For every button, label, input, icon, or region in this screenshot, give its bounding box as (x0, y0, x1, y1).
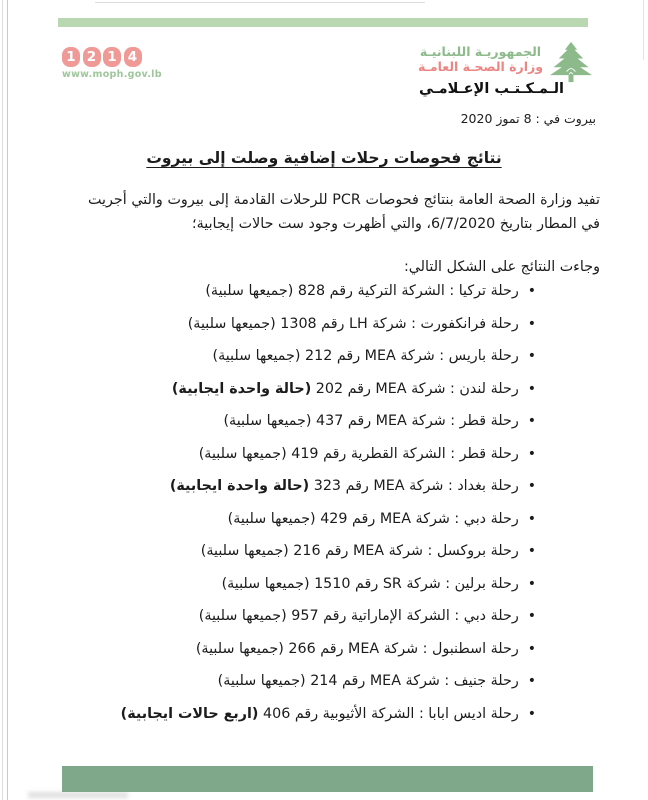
results-lead: وجاءت النتائج على الشكل التالي: (403, 259, 600, 275)
flight-item (121, 674, 536, 689)
flight-result: (جميعها سلبية) (195, 640, 284, 657)
hotline-digit: 1 (103, 47, 121, 67)
page-edge-line (643, 0, 644, 60)
hotline-digit: 1 (62, 47, 80, 67)
flight-text: رحلة اديس ابابا : الشركة الأثيوبية رقم 406 (263, 705, 519, 722)
flight-result: (حالة واحدة ايجابية) (169, 478, 310, 494)
flight-item (121, 414, 536, 429)
flight-item (121, 577, 536, 592)
ministry-logo-text (418, 41, 543, 74)
media-office-label: الـمـكـتـب الإعـلامـي (419, 81, 564, 97)
flight-text: رحلة باريس : شركة MEA رقم 212 (305, 348, 519, 364)
flight-result: (جميعها سلبية) (205, 283, 294, 299)
flight-list (121, 284, 536, 739)
flight-text: رحلة بغداد : شركة MEA رقم 323 (313, 478, 519, 494)
flight-item (121, 707, 536, 722)
flight-text: رحلة اسطنبول : شركة MEA رقم 266 (288, 640, 519, 657)
flight-text: رحلة دبي : الشركة الإماراتية رقم 957 (291, 608, 519, 624)
ministry-name-ar: وزارة الصحـة العامـة (417, 59, 543, 74)
flight-item (121, 479, 536, 494)
flight-text: رحلة لندن : شركة MEA رقم 202 (315, 380, 519, 397)
flight-item (121, 284, 536, 299)
flight-item (121, 349, 536, 364)
flight-result: (جميعها سلبية) (198, 608, 287, 624)
bottom-accent-bar (62, 766, 593, 792)
flight-text: رحلة دبي : شركة MEA رقم 429 (320, 510, 519, 527)
flight-result: (جميعها سلبية) (221, 575, 310, 592)
flight-item (121, 512, 536, 527)
flight-text: رحلة برلين : شركة SR رقم 1510 (314, 575, 519, 592)
date-line: بيروت في : 8 تموز 2020 (460, 111, 596, 126)
flight-result: (جميعها سلبية) (200, 543, 289, 559)
hotline-digit: 2 (83, 47, 101, 67)
hotline-logo (62, 47, 172, 80)
republic-name-ar: الجمهوريـة اللبنانيـة (419, 44, 542, 59)
flight-item (121, 317, 536, 332)
flight-item (121, 609, 536, 624)
flight-result: (جميعها سلبية) (227, 510, 316, 527)
hotline-url: www.moph.gov.lb (62, 69, 162, 80)
flight-text: رحلة تركيا : الشركة التركية رقم 828 (297, 283, 519, 299)
flight-item (121, 447, 536, 462)
scan-smudge (28, 792, 128, 798)
press-release-title: نتائج فحوصات رحلات إضافية وصلت إلى بيروت (146, 149, 502, 167)
flight-result: (اربع حالات ايجابية) (120, 705, 259, 722)
hotline-digit: 4 (124, 47, 142, 67)
page-edge-line (2, 0, 3, 800)
flight-result: (جميعها سلبية) (217, 673, 306, 689)
flight-item (121, 382, 536, 397)
flight-text: رحلة جنيف : شركة MEA رقم 214 (310, 673, 519, 689)
page-edge-line (95, 2, 425, 3)
flight-result: (جميعها سلبية) (212, 348, 301, 364)
hotline-digits (62, 47, 172, 67)
cedar-tree-icon (548, 41, 594, 83)
top-accent-bar (58, 18, 588, 27)
intro-paragraph: تفيد وزارة الصحة العامة بنتائج فحوصات PCR للرحلات القادمة إلى بيروت والتي أجريت في المطار بتاريخ 6/7/2020، والتي أظهرت وجود ست حالات إيجابية؛ (88, 192, 600, 232)
flight-item (121, 642, 536, 657)
flight-text: رحلة قطر : الشركة القطرية رقم 419 (291, 445, 519, 462)
page-edge-line (7, 0, 8, 800)
flight-item (121, 544, 536, 559)
flight-text: رحلة بروكسل : شركة MEA رقم 216 (293, 543, 519, 559)
flight-result: (جميعها سلبية) (198, 445, 287, 462)
flight-result: (جميعها سلبية) (223, 413, 312, 429)
flight-text: رحلة قطر : شركة MEA رقم 437 (316, 413, 519, 429)
flight-result: (حالة واحدة ايجابية) (171, 380, 312, 397)
flight-text: رحلة فرانكفورت : شركة LH رقم 1308 (280, 315, 519, 332)
flight-result: (جميعها سلبية) (187, 315, 276, 332)
ministry-logo-block (418, 41, 594, 83)
